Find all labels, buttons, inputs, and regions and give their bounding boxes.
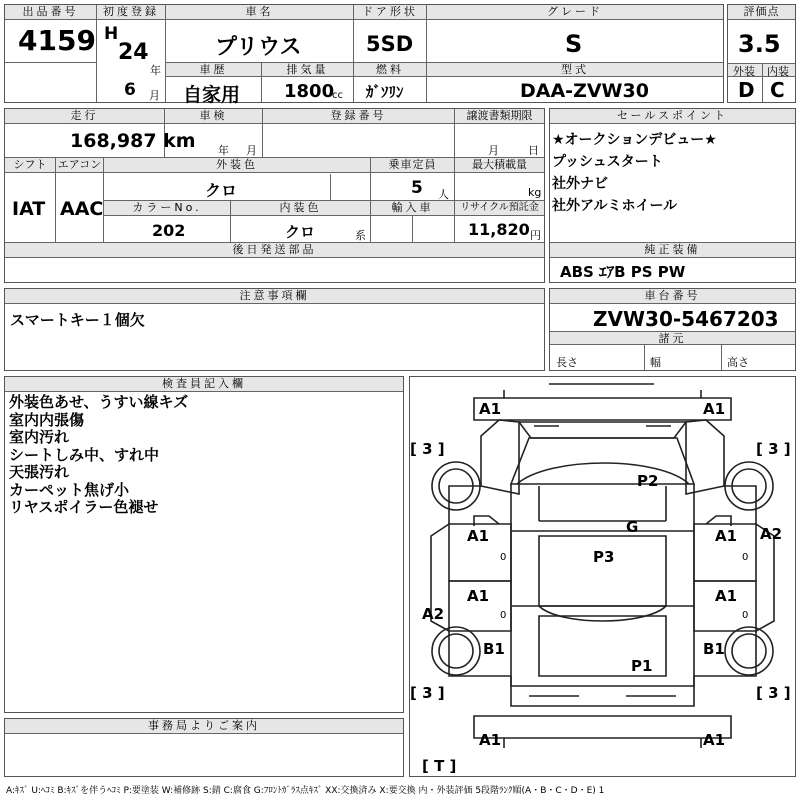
import-label: 輸入車 <box>371 201 454 216</box>
recycle-fee: 11,820 <box>468 220 530 239</box>
ext-score-label: 外装 <box>733 65 755 78</box>
door-zero: 0 <box>742 552 749 563</box>
inspection-label: 車検 <box>165 109 262 124</box>
era: H <box>104 24 119 44</box>
genuine-label: 純正装備 <box>550 243 795 258</box>
history-label: 車歴 <box>166 63 261 77</box>
inspection-month-unit: 月 <box>246 144 257 157</box>
door-label: ドア形状 <box>354 5 426 20</box>
legend: A:ｷｽﾞ U:ﾍｺﾐ B:ｷｽﾞを伴うﾍｺﾐ P:要塗装 W:補修跡 S:錆 C:腐食 G:ﾌﾛﾝﾄｶﾞﾗｽ点ｷｽﾞ XX:交換済み X:要交換 内・外装評価 5段階ﾗﾝｸ順(A・B・C・D・E) 1 <box>6 786 605 796</box>
notes: スマートキー１個欠 <box>10 311 145 329</box>
color-no-label: カラーNo. <box>104 201 230 216</box>
car-diagram <box>409 376 796 777</box>
damage-front-right: A1 <box>703 400 726 418</box>
sales-point: 社外アルミホイール <box>552 198 678 214</box>
transfer-label: 譲渡書類期限 <box>455 109 544 124</box>
door-zero: 0 <box>742 610 749 621</box>
int-color-label: 内装色 <box>231 201 370 216</box>
inspector-notes <box>9 394 188 517</box>
color-no: 202 <box>152 221 186 240</box>
int-score-label: 内装 <box>767 65 789 78</box>
displacement: 1800 <box>284 81 335 102</box>
damage-rear-door-left: A1 <box>467 587 490 605</box>
month-unit: 月 <box>149 89 160 102</box>
first-reg-label: 初度登録 <box>97 5 165 20</box>
inspector-note: 室内内張傷 <box>9 410 85 429</box>
history: 自家用 <box>183 84 241 106</box>
tire-front-left: [ 3 ] <box>410 440 445 458</box>
transfer-month-unit: 月 <box>488 144 499 157</box>
cc-unit: cc <box>332 90 343 101</box>
fuel-label: 燃料 <box>354 63 426 77</box>
damage-right-fender: A2 <box>760 525 783 543</box>
score: 3.5 <box>738 30 781 58</box>
inspector-note: 天張汚れ <box>9 463 70 481</box>
int-color: クロ <box>285 223 316 241</box>
spare-tire: [ T ] <box>422 757 457 775</box>
car-name: プリウス <box>215 35 302 60</box>
damage-rear-bumper-left: A1 <box>479 731 502 749</box>
damage-front-door-left: A1 <box>467 527 490 545</box>
door-type: 5SD <box>366 32 414 56</box>
capacity-label: 乗車定員 <box>371 158 454 173</box>
damage-roof: P3 <box>593 548 615 566</box>
max-load-unit: kg <box>528 186 542 199</box>
int-score: C <box>770 78 785 102</box>
inspector-note: リヤスポイラー色褪せ <box>9 498 159 516</box>
office-label: 事務局よりご案内 <box>5 719 403 734</box>
later-parts-label: 後日発送部品 <box>5 243 544 258</box>
sales-point: プッシュスタート <box>552 154 663 170</box>
width-label: 幅 <box>650 356 661 369</box>
aircon: AAC <box>60 198 104 220</box>
tire-rear-right: [ 3 ] <box>756 684 791 702</box>
capacity: 5 <box>411 178 423 198</box>
tire-front-right: [ 3 ] <box>756 440 791 458</box>
model-label: 型式 <box>427 63 723 77</box>
sales-points-list <box>552 129 717 217</box>
damage-front-left: A1 <box>479 400 502 418</box>
sales-points-label: セールスポイント <box>550 109 795 124</box>
inspector-note: カーペット焦げ小 <box>9 480 130 499</box>
capacity-unit: 人 <box>438 188 449 201</box>
score-label: 評価点 <box>728 5 795 20</box>
reg-no-label: 登録番号 <box>263 109 454 124</box>
specs-label: 諸元 <box>550 331 795 345</box>
door-zero: 0 <box>500 552 507 563</box>
door-zero: 0 <box>500 610 507 621</box>
car-name-label: 車名 <box>166 5 353 20</box>
damage-front-door-right: A1 <box>715 527 738 545</box>
lot-number: 4159 <box>18 24 96 57</box>
ext-color: クロ <box>205 181 238 200</box>
transfer-day-unit: 日 <box>528 144 539 157</box>
notes-label: 注意事項欄 <box>5 289 544 304</box>
damage-rear-bumper-right: A1 <box>703 731 726 749</box>
max-load-label: 最大積載量 <box>455 158 544 173</box>
ext-score: D <box>738 78 755 102</box>
int-color-unit: 系 <box>355 229 366 242</box>
shift-label: シフト <box>5 158 55 173</box>
lot-label: 出品番号 <box>5 5 96 20</box>
mileage: 168,987 km <box>70 130 196 152</box>
sales-point: 社外ナビ <box>552 176 608 192</box>
displacement-label: 排気量 <box>262 63 353 77</box>
damage-rear-left: B1 <box>483 640 505 658</box>
grade: S <box>565 30 583 58</box>
damage-trunk: P1 <box>631 657 653 675</box>
recycle-label: リサイクル預託金 <box>455 201 544 216</box>
recycle-unit: 円 <box>530 229 541 242</box>
model: DAA-ZVW30 <box>520 80 649 102</box>
chassis-label: 車台番号 <box>550 289 795 304</box>
aircon-label: エアコン <box>57 158 102 171</box>
length-label: 長さ <box>556 356 578 369</box>
inspector-note: 室内汚れ <box>9 428 70 446</box>
reg-month: 6 <box>124 80 136 100</box>
inspector-note: シートしみ中、すれ中 <box>9 445 160 464</box>
inspector-note: 外装色あせ、うすい線キズ <box>9 393 189 411</box>
shift: IAT <box>12 198 46 220</box>
ext-color-label: 外装色 <box>104 158 370 173</box>
fuel: ｶﾞｿﾘﾝ <box>366 83 404 101</box>
damage-rear-door-right: A1 <box>715 587 738 605</box>
grade-label: グレード <box>427 5 723 20</box>
damage-rear-right: B1 <box>703 640 725 658</box>
sales-point: ★オークションデビュー★ <box>552 132 717 148</box>
damage-left-rear-fender: A2 <box>422 605 445 623</box>
chassis-number: ZVW30-5467203 <box>593 307 779 331</box>
damage-hood: P2 <box>637 472 659 490</box>
inspection-year-unit: 年 <box>218 144 229 157</box>
year-unit: 年 <box>150 64 161 77</box>
damage-windshield: G <box>626 518 639 536</box>
reg-year: 24 <box>118 40 149 65</box>
tire-rear-left: [ 3 ] <box>410 684 445 702</box>
height-label: 高さ <box>727 356 749 369</box>
genuine-equipment: ABS ｴｱB PS PW <box>560 263 686 281</box>
inspector-label: 検査員記入欄 <box>5 377 403 392</box>
mileage-label: 走行 <box>5 109 164 124</box>
